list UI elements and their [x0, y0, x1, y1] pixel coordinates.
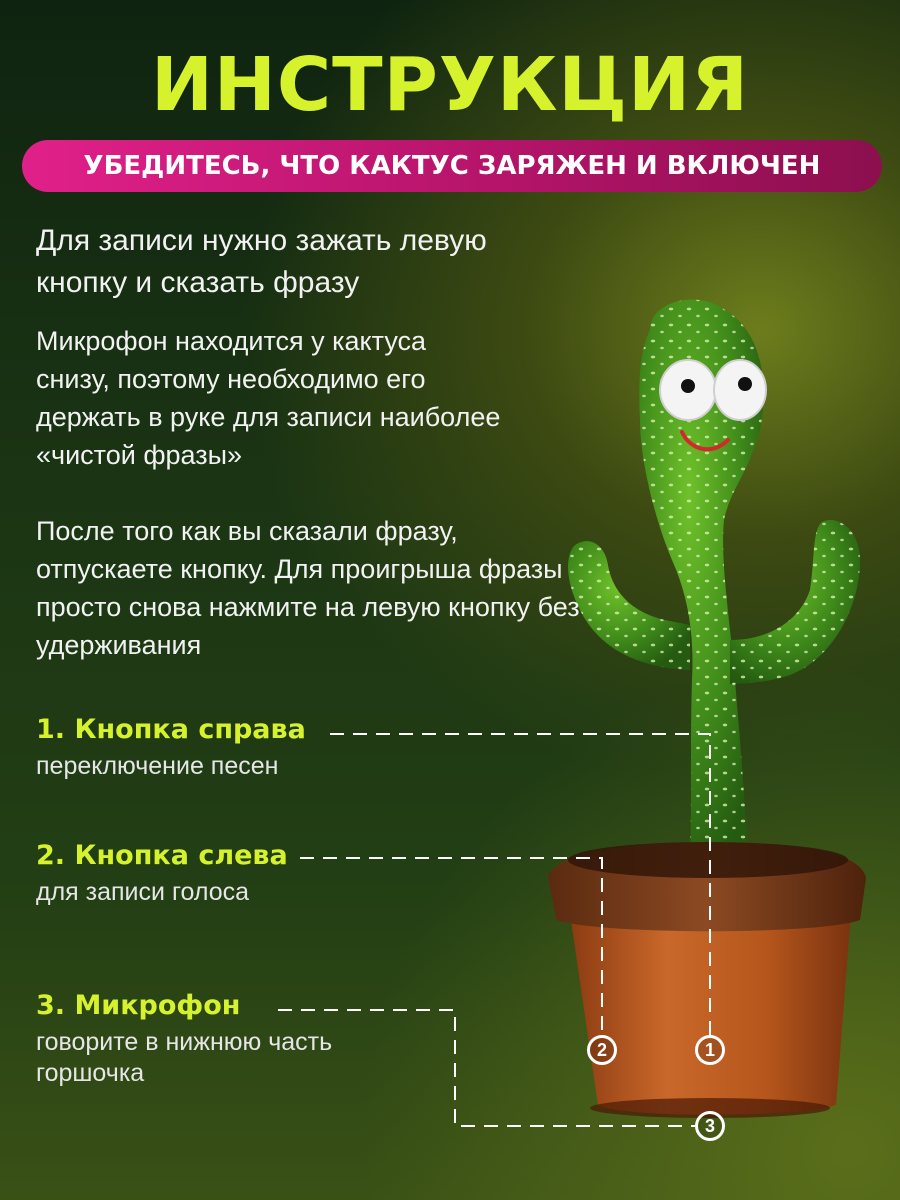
marker-left-button: 2 — [587, 1035, 617, 1065]
label-left-button — [36, 840, 288, 908]
label-description: говорите в нижнюю часть горшочка — [36, 1028, 333, 1087]
charge-warning-banner — [22, 140, 882, 192]
instruction-playback: После того как вы сказали фразу, отпускаете кнопку. Для проигрыша фразы просто снова нажмите на левую кнопку без удерживания — [36, 516, 580, 660]
label-microphone — [36, 990, 336, 1089]
instruction-microphone: Микрофон находится у кактуса снизу, поэтому необходимо его держать в руке для записи наиболее «чистой фразы» — [36, 326, 501, 470]
instruction-record: Для записи нужно зажать левую кнопку и сказать фразу — [36, 224, 487, 299]
label-description: для записи голоса — [36, 878, 250, 906]
marker-right-button: 1 — [695, 1035, 725, 1065]
label-heading: 3. Микрофон — [36, 990, 241, 1021]
label-heading: 2. Кнопка слева — [36, 840, 288, 871]
label-description: переключение песен — [36, 752, 279, 780]
page-title: ИНСТРУКЦИЯ — [151, 42, 749, 128]
marker-microphone: 3 — [695, 1111, 725, 1141]
banner-text: УБЕДИТЕСЬ, ЧТО КАКТУС ЗАРЯЖЕН И ВКЛЮЧЕН — [83, 151, 821, 181]
label-heading: 1. Кнопка справа — [36, 714, 306, 745]
label-right-button — [36, 714, 306, 782]
